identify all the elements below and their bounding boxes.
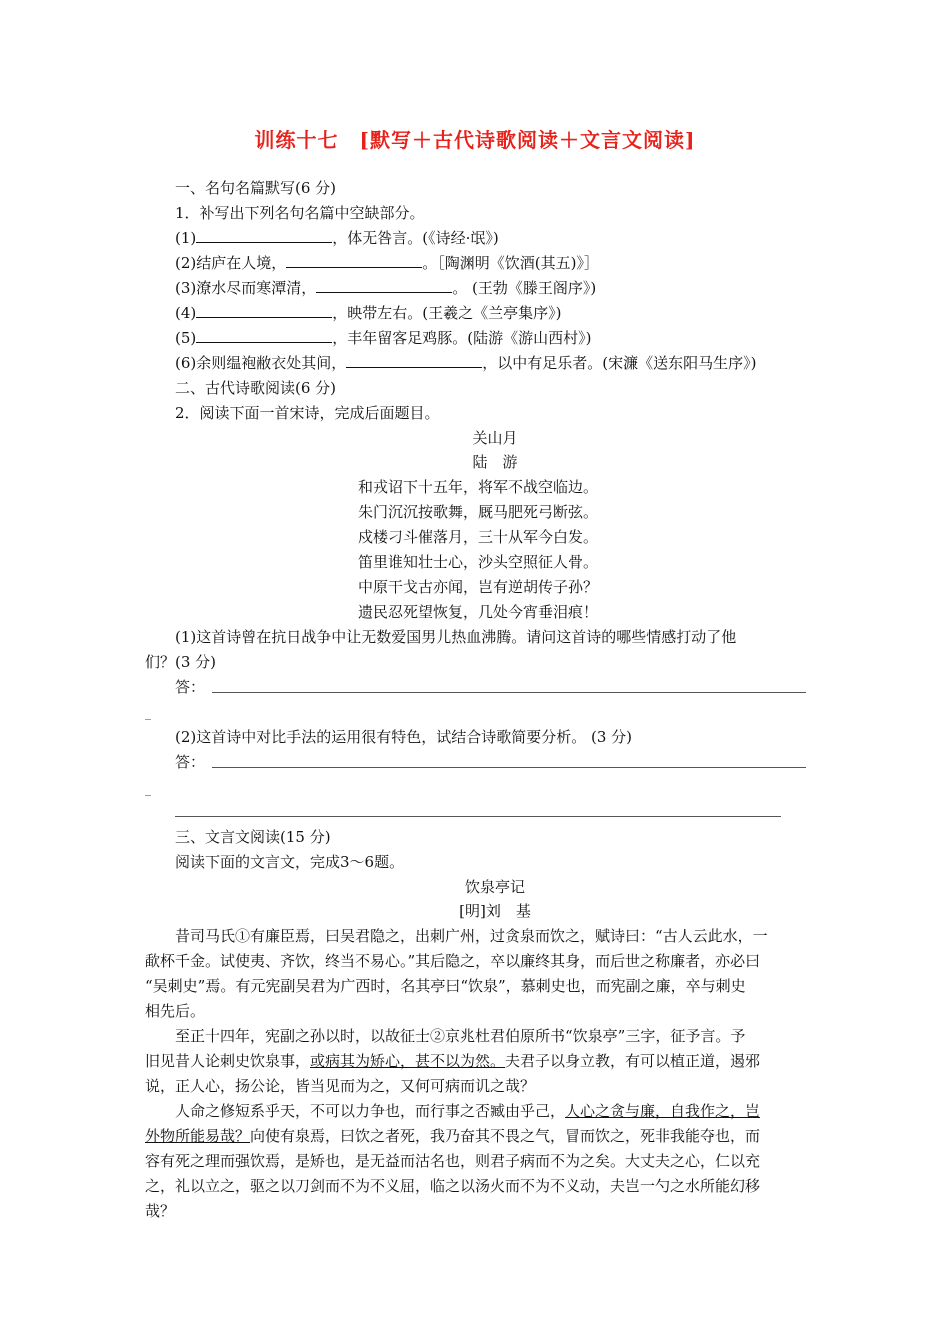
fill-item-3: (3)潦水尽而寒潭清， 。 (王勃《滕王阁序》) bbox=[175, 279, 597, 297]
paragraph-line: 容有死之理而强饮焉，是矫也，是无益而沽名也，则君子病而不为之矣。大丈夫之心，仁以充 bbox=[145, 1152, 761, 1170]
text-title: 饮泉亭记 bbox=[464, 878, 525, 896]
text-author: [明]刘 基 bbox=[459, 902, 531, 920]
underlined-sentence: 人心之贪与廉，自我作之，岂 bbox=[565, 1102, 761, 1120]
paragraph-line: 说，正人心，扬公论，皆当见而为之，又何可病而讥之哉？ bbox=[145, 1077, 536, 1095]
blank-line[interactable] bbox=[286, 253, 422, 268]
blank-line[interactable] bbox=[316, 278, 452, 293]
poem-title: 关山月 bbox=[472, 429, 518, 447]
poem-line: 和戎诏下十五年，将军不战空临边。 bbox=[358, 478, 599, 496]
fill-item-4: (4) ，映带左右。(王羲之《兰亭集序》) bbox=[175, 304, 562, 322]
poem-line: 戍楼刁斗催落月，三十从军今白发。 bbox=[358, 528, 599, 546]
poem-line: 朱门沉沉按歌舞，厩马肥死弓断弦。 bbox=[358, 503, 599, 521]
underlined-sentence: 外物所能易哉？ bbox=[145, 1127, 251, 1145]
answer-line[interactable] bbox=[175, 816, 781, 817]
fill-item-6: (6)余则缊袍敝衣处其间， ，以中有足乐者。(宋濂《送东阳马生序》) bbox=[175, 354, 757, 372]
paragraph-line: 昔司马氏①有廉臣焉，曰吴君隐之，出刺广州，过贪泉而饮之，赋诗曰：“古人云此水，一 bbox=[175, 927, 768, 945]
paragraph-line: 相先后。 bbox=[145, 1002, 206, 1020]
poem-line: 遗民忍死望恢复，几处今宵垂泪痕！ bbox=[358, 603, 599, 621]
poem-line: 笛里谁知壮士心，沙头空照征人骨。 bbox=[358, 553, 599, 571]
blank-line[interactable] bbox=[196, 328, 332, 343]
paragraph-line: 之，礼以立之，驱之以刀剑而不为不义屈，临之以汤火而不为不义动，夫岂一勺之水所能幻移 bbox=[145, 1177, 761, 1195]
paragraph-line: 歃杯千金。试使夷、齐饮，终当不易心。”其后隐之，卒以廉终其身，而后世之称廉者，亦必曰 bbox=[145, 952, 761, 970]
sub-question-1-cont: 们？(3 分) bbox=[145, 653, 217, 671]
paragraph-line: “吴刺史”焉。有元宪副吴君为广西时，名其亭曰“饮泉”，慕刺史也，而宪副之廉，卒与刺史 bbox=[145, 977, 746, 995]
fill-item-1: (1) ，体无咎言。(《诗经·氓》) bbox=[175, 229, 499, 247]
question-1: 1．补写出下列名句名篇中空缺部分。 bbox=[175, 204, 425, 222]
paragraph-line: 旧见昔人论刺史饮泉事，或病其为矫心，甚不以为然。夫君子以身立教，有可以植正道，遏邪 bbox=[145, 1052, 761, 1070]
page-title: 训练十七 [默写＋古代诗歌阅读＋文言文阅读] bbox=[254, 128, 696, 152]
divider: _ bbox=[145, 706, 151, 720]
blank-line[interactable] bbox=[196, 228, 332, 243]
poem-line: 中原干戈古亦闻，岂有逆胡传子孙？ bbox=[358, 578, 599, 596]
blank-line[interactable] bbox=[196, 303, 332, 318]
poem-author: 陆 游 bbox=[472, 453, 518, 471]
paragraph-line: 至正十四年，宪副之孙以时，以故征士②京兆杜君伯原所书“饮泉亭”三字，征予言。予 bbox=[175, 1027, 746, 1045]
question-2: 2．阅读下面一首宋诗，完成后面题目。 bbox=[175, 404, 440, 422]
answer-line[interactable] bbox=[212, 692, 806, 693]
section1-heading: 一、名句名篇默写(6 分) bbox=[175, 179, 337, 197]
underlined-sentence: 或病其为矫心，甚不以为然。 bbox=[310, 1052, 506, 1070]
paragraph-line: 人命之修短系乎天，不可以力争也，而行事之否臧由乎己，人心之贪与廉，自我作之，岂 bbox=[175, 1102, 761, 1120]
paragraph-line: 哉？ bbox=[145, 1202, 176, 1220]
sub-question-2: (2)这首诗中对比手法的运用很有特色，试结合诗歌简要分析。 (3 分) bbox=[175, 728, 633, 746]
fill-item-5: (5) ，丰年留客足鸡豚。(陆游《游山西村》) bbox=[175, 329, 592, 347]
blank-line[interactable] bbox=[346, 353, 482, 368]
section3-intro: 阅读下面的文言文，完成3～6题。 bbox=[175, 853, 405, 871]
answer-line[interactable] bbox=[212, 767, 806, 768]
paragraph-line: 外物所能易哉？向使有泉焉，曰饮之者死，我乃奋其不畏之气，冒而饮之，死非我能夺也，而 bbox=[145, 1127, 761, 1145]
divider: _ bbox=[145, 782, 151, 796]
answer-label: 答： bbox=[175, 753, 206, 771]
section2-heading: 二、古代诗歌阅读(6 分) bbox=[175, 379, 337, 397]
fill-item-2: (2)结庐在人境， 。［陶渊明《饮酒(其五)》］ bbox=[175, 254, 599, 272]
answer-label: 答： bbox=[175, 678, 206, 696]
section3-heading: 三、文言文阅读(15 分) bbox=[175, 828, 331, 846]
sub-question-1: (1)这首诗曾在抗日战争中让无数爱国男儿热血沸腾。请问这首诗的哪些情感打动了他 bbox=[175, 628, 737, 646]
